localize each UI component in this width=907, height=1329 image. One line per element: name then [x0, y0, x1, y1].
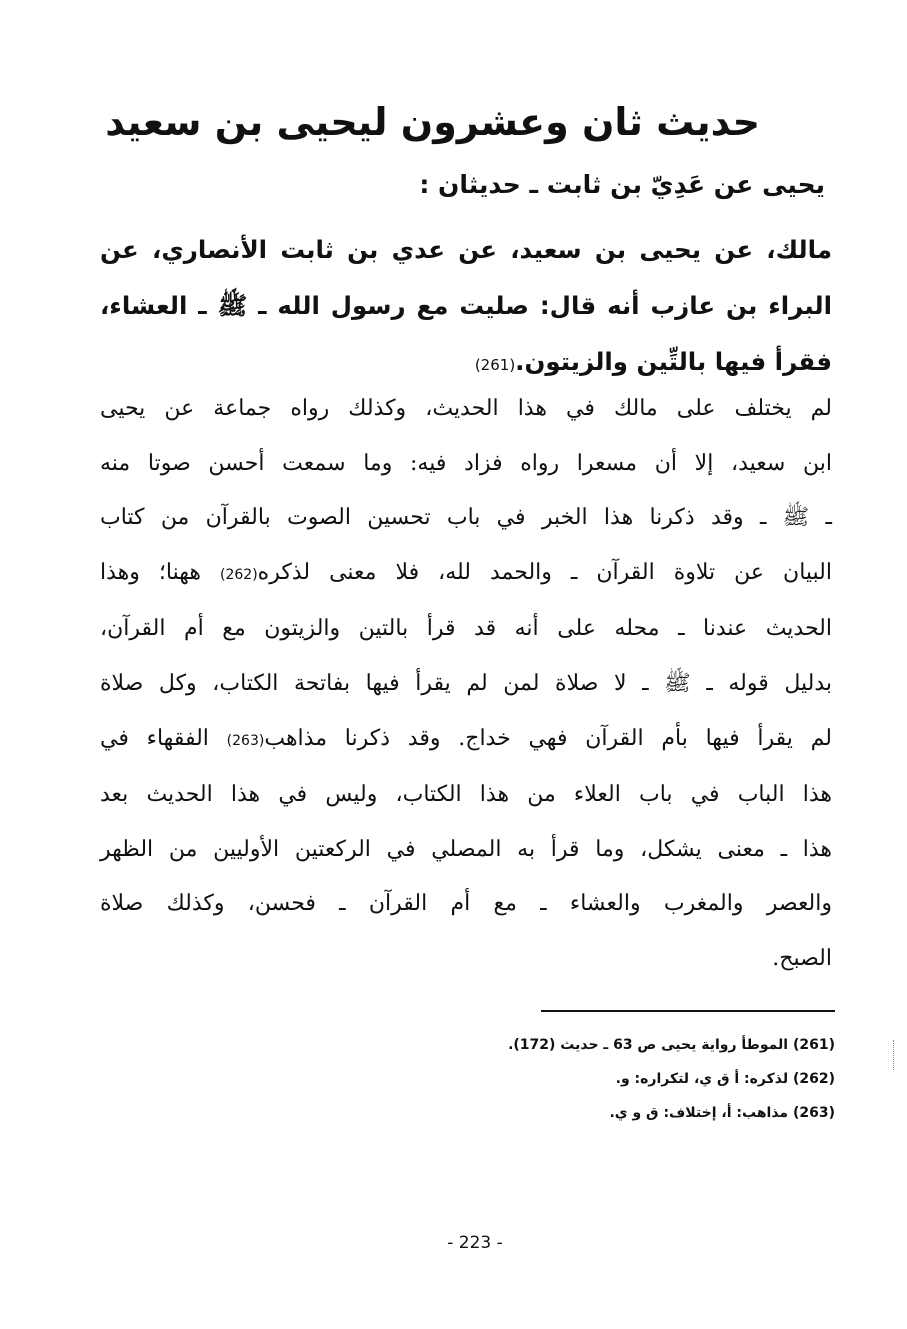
commentary-line — [100, 546, 832, 603]
commentary-text — [100, 382, 832, 987]
hadith-line-text: فقرأ فيها بالتِّين والزيتون. — [515, 347, 832, 376]
commentary-line: هذا الباب في باب العلاء من هذا الكتاب، وليس في هذا الحديث بعد — [100, 782, 832, 808]
hadith-line: البراء بن عازب أنه قال: صليت مع رسول الله ـ ﷺ ـ العشاء، — [100, 291, 832, 320]
page-number: - 223 - — [447, 1233, 503, 1253]
scan-edge-mark — [893, 1040, 898, 1070]
commentary-line-last: الصبح. — [772, 945, 832, 971]
commentary-line-text: البيان عن تلاوة القرآن ـ والحمد لله، فلا معنى لذكره — [257, 559, 832, 585]
footnote-ref-262: (262) — [220, 566, 258, 583]
footnotes — [335, 1028, 835, 1130]
footnote-divider — [541, 1010, 835, 1012]
commentary-line-tail: ههنا؛ وهذا — [100, 559, 220, 585]
footnote-261: (261) الموطأ رواية يحيى ص 63 ـ حديث (172). — [508, 1037, 835, 1053]
footnote-262: (262) لذكره: أ ق ي، لتكراره: و. — [615, 1071, 835, 1087]
commentary-line: بدليل قوله ـ ﷺ ـ لا صلاة لمن لم يقرأ فيها بفاتحة الكتاب، وكل صلاة — [100, 670, 832, 696]
footnote-ref-261: (261) — [474, 356, 516, 374]
commentary-line: هذا ـ معنى يشكل، وما قرأ به المصلي في الركعتين الأوليين من الظهر — [100, 836, 832, 862]
commentary-line-text: لم يقرأ فيها بأم القرآن فهي خداج. وقد ذكرنا مذاهب — [264, 725, 832, 751]
commentary-line — [100, 712, 832, 769]
commentary-line: ابن سعيد، إلا أن مسعرا رواه فزاد فيه: وما سمعت أحسن صوتا منه — [100, 450, 832, 476]
commentary-line: ـ ﷺ ـ وقد ذكرنا هذا الخبر في باب تحسين الصوت بالقرآن من كتاب — [100, 505, 832, 531]
commentary-line: الحديث عندنا ـ محله على أنه قد قرأ بالتين والزيتون مع أم القرآن، — [100, 616, 832, 642]
chapter-subtitle: يحيى عن عَدِيّ بن ثابت ـ حديثان : — [419, 170, 825, 199]
footnote-263: (263) مذاهب: أ، إختلاف: ق و ي. — [609, 1105, 835, 1121]
hadith-line: مالك، عن يحيى بن سعيد، عن عدي بن ثابت الأنصاري، عن — [100, 235, 832, 264]
commentary-line: والعصر والمغرب والعشاء ـ مع أم القرآن ـ فحسن، وكذلك صلاة — [100, 891, 832, 917]
chapter-title: حديث ثان وعشرون ليحيى بن سعيد — [105, 100, 760, 144]
hadith-text — [100, 222, 832, 393]
footnote-ref-263: (263) — [226, 732, 265, 749]
commentary-line: لم يختلف على مالك في هذا الحديث، وكذلك رواه جماعة عن يحيى — [100, 396, 832, 421]
commentary-line-tail: الفقهاء في — [100, 725, 227, 751]
